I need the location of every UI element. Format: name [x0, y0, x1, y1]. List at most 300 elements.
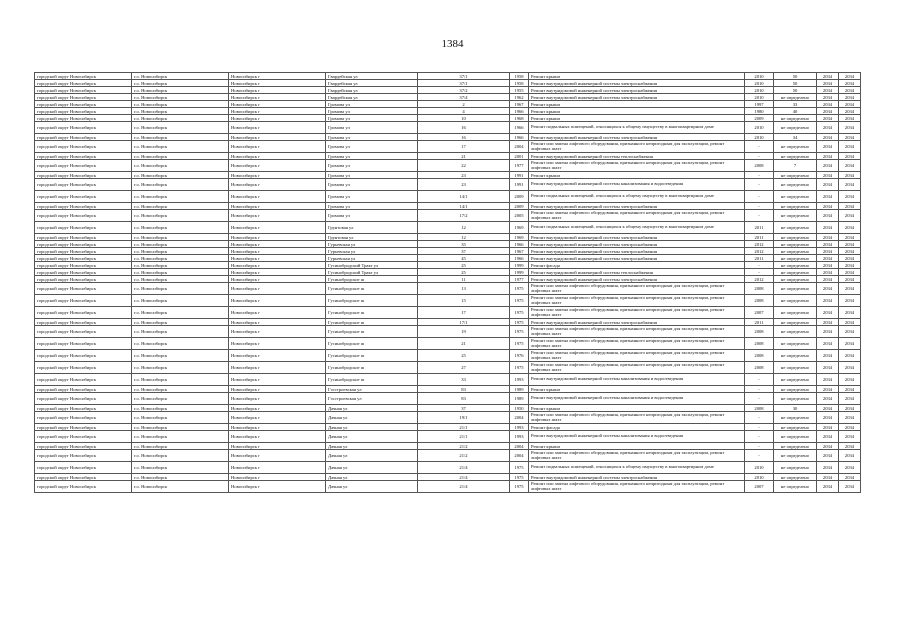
cell-plan-start: 2034	[817, 431, 839, 443]
cell-wear: не определено	[774, 295, 817, 307]
cell-street: Громова ул	[326, 172, 418, 179]
cell-year: 1966	[510, 255, 529, 262]
cell-plan-end: 2034	[839, 362, 861, 374]
cell-last-repair-year: -	[745, 424, 774, 431]
cell-house: 37	[418, 248, 510, 255]
cell-municipality: городской округ Новосибирск	[35, 295, 132, 307]
cell-wear: не определено	[774, 141, 817, 153]
cell-plan-end: 2034	[839, 248, 861, 255]
cell-city: Новосибирск г	[229, 374, 326, 386]
cell-last-repair-year: 2012	[745, 248, 774, 255]
cell-plan-start: 2034	[817, 295, 839, 307]
cell-municipality: городской округ Новосибирск	[35, 283, 132, 295]
cell-wear: не определено	[774, 276, 817, 283]
cell-district: г.о. Новосибирск	[132, 350, 229, 362]
cell-municipality: городской округ Новосибирск	[35, 262, 132, 269]
cell-street: Громова ул	[326, 191, 418, 203]
cell-city: Новосибирск г	[229, 424, 326, 431]
cell-street: Гусинобродское ш	[326, 283, 418, 295]
page-number: 1384	[441, 38, 464, 50]
cell-city: Новосибирск г	[229, 141, 326, 153]
cell-last-repair-year: -	[745, 393, 774, 405]
cell-district: г.о. Новосибирск	[132, 141, 229, 153]
cell-wear: не определено	[774, 393, 817, 405]
cell-city: Новосибирск г	[229, 431, 326, 443]
cell-year: 1955	[510, 87, 529, 94]
cell-municipality: городской округ Новосибирск	[35, 338, 132, 350]
table-row	[35, 307, 861, 319]
cell-plan-end: 2034	[839, 115, 861, 122]
table-row	[35, 450, 861, 462]
cell-district: г.о. Новосибирск	[132, 405, 229, 412]
cell-plan-end: 2034	[839, 141, 861, 153]
cell-work-type: Ремонт подвальных помещений, относящихся к общему имуществу в многоквартирном доме	[529, 122, 745, 134]
cell-plan-start: 2034	[817, 386, 839, 393]
cell-plan-end: 2034	[839, 134, 861, 141]
cell-city: Новосибирск г	[229, 134, 326, 141]
cell-street: Гурьевская ул	[326, 241, 418, 248]
cell-city: Новосибирск г	[229, 241, 326, 248]
cell-city: Новосибирск г	[229, 326, 326, 338]
cell-last-repair-year: 2009	[745, 115, 774, 122]
cell-last-repair-year: -	[745, 210, 774, 222]
cell-street: Дачная ул	[326, 412, 418, 424]
cell-year: 1975	[510, 462, 529, 474]
cell-plan-start: 2034	[817, 153, 839, 160]
cell-year: 1958	[510, 73, 529, 80]
table-row	[35, 374, 861, 386]
cell-municipality: городской округ Новосибирск	[35, 108, 132, 115]
cell-plan-start: 2034	[817, 191, 839, 203]
cell-district: г.о. Новосибирск	[132, 191, 229, 203]
cell-wear: не определено	[774, 412, 817, 424]
cell-wear: не определено	[774, 115, 817, 122]
cell-last-repair-year: 2010	[745, 87, 774, 94]
cell-plan-start: 2034	[817, 222, 839, 234]
cell-district: г.о. Новосибирск	[132, 295, 229, 307]
cell-house: 21/4	[418, 474, 510, 481]
cell-last-repair-year: -	[745, 153, 774, 160]
cell-street: Дачная ул	[326, 431, 418, 443]
cell-plan-start: 2034	[817, 350, 839, 362]
cell-house: 21	[418, 153, 510, 160]
cell-plan-start: 2034	[817, 362, 839, 374]
cell-last-repair-year: 2008	[745, 350, 774, 362]
cell-district: г.о. Новосибирск	[132, 222, 229, 234]
cell-house: 21/1	[418, 424, 510, 431]
table-row	[35, 122, 861, 134]
cell-wear: не определено	[774, 481, 817, 493]
cell-year: 2004	[510, 141, 529, 153]
cell-work-type: Ремонт или замена лифтового оборудования, признанного непригодным для эксплуатации, ремонт лифтовых шахт	[529, 338, 745, 350]
cell-year: 1989	[510, 393, 529, 405]
cell-municipality: городской округ Новосибирск	[35, 255, 132, 262]
table-row	[35, 160, 861, 172]
cell-municipality: городской округ Новосибирск	[35, 269, 132, 276]
cell-plan-start: 2034	[817, 134, 839, 141]
cell-plan-end: 2034	[839, 108, 861, 115]
cell-plan-start: 2034	[817, 269, 839, 276]
cell-year: 1975	[510, 474, 529, 481]
cell-house: 37/4	[418, 94, 510, 101]
cell-city: Новосибирск г	[229, 210, 326, 222]
cell-plan-start: 2034	[817, 203, 839, 210]
cell-plan-end: 2034	[839, 94, 861, 101]
cell-wear: 40	[774, 108, 817, 115]
cell-wear: не определено	[774, 234, 817, 241]
cell-year: 1958	[510, 80, 529, 87]
cell-city: Новосибирск г	[229, 222, 326, 234]
table-row	[35, 474, 861, 481]
cell-house: 37	[418, 405, 510, 412]
cell-wear: не определено	[774, 248, 817, 255]
cell-house: 21/4	[418, 462, 510, 474]
cell-house: 37/1	[418, 80, 510, 87]
cell-street: Громова ул	[326, 108, 418, 115]
cell-municipality: городской округ Новосибирск	[35, 122, 132, 134]
cell-municipality: городской округ Новосибирск	[35, 362, 132, 374]
cell-house: 17/2	[418, 210, 510, 222]
cell-plan-end: 2034	[839, 153, 861, 160]
cell-street: Дачная ул	[326, 450, 418, 462]
cell-house: 45	[418, 255, 510, 262]
cell-municipality: городской округ Новосибирск	[35, 210, 132, 222]
cell-city: Новосибирск г	[229, 94, 326, 101]
cell-city: Новосибирск г	[229, 87, 326, 94]
cell-house: 4	[418, 108, 510, 115]
cell-house: 35	[418, 241, 510, 248]
cell-plan-start: 2034	[817, 141, 839, 153]
cell-work-type: Ремонт подвальных помещений, относящихся к общему имуществу в многоквартирном доме	[529, 222, 745, 234]
cell-wear: не определено	[774, 374, 817, 386]
cell-work-type: Ремонт внутридомовой инженерной системы электроснабжения	[529, 134, 745, 141]
table-row	[35, 431, 861, 443]
cell-wear: 50	[774, 80, 817, 87]
cell-plan-start: 2034	[817, 241, 839, 248]
table-row	[35, 115, 861, 122]
cell-work-type: Ремонт внутридомовой инженерной системы канализования и водоотведения	[529, 179, 745, 191]
cell-district: г.о. Новосибирск	[132, 210, 229, 222]
cell-municipality: городской округ Новосибирск	[35, 203, 132, 210]
cell-wear: не определено	[774, 191, 817, 203]
cell-district: г.о. Новосибирск	[132, 283, 229, 295]
cell-street: Гусинобродское ш	[326, 307, 418, 319]
cell-street: Грунтовая ул	[326, 234, 418, 241]
cell-district: г.о. Новосибирск	[132, 431, 229, 443]
cell-municipality: городской округ Новосибирск	[35, 412, 132, 424]
cell-street: Гвардейская ул	[326, 94, 418, 101]
cell-municipality: городской округ Новосибирск	[35, 326, 132, 338]
cell-work-type: Ремонт крыши	[529, 115, 745, 122]
cell-street: Гусинобродское ш	[326, 350, 418, 362]
cell-city: Новосибирск г	[229, 172, 326, 179]
cell-year: 2005	[510, 210, 529, 222]
cell-work-type: Ремонт крыши	[529, 386, 745, 393]
cell-work-type: Ремонт фасада	[529, 424, 745, 431]
cell-municipality: городской округ Новосибирск	[35, 443, 132, 450]
cell-year: 1966	[510, 122, 529, 134]
cell-wear: не определено	[774, 450, 817, 462]
cell-house: 23	[418, 172, 510, 179]
cell-city: Новосибирск г	[229, 255, 326, 262]
cell-city: Новосибирск г	[229, 412, 326, 424]
cell-wear: не определено	[774, 210, 817, 222]
cell-street: Дачная ул	[326, 424, 418, 431]
cell-city: Новосибирск г	[229, 108, 326, 115]
cell-municipality: городской округ Новосибирск	[35, 248, 132, 255]
cell-municipality: городской округ Новосибирск	[35, 101, 132, 108]
cell-district: г.о. Новосибирск	[132, 462, 229, 474]
cell-street: Гусинобродский Тракт ул	[326, 269, 418, 276]
table-row	[35, 248, 861, 255]
cell-street: Громова ул	[326, 160, 418, 172]
cell-municipality: городской округ Новосибирск	[35, 160, 132, 172]
repair-register-table	[34, 72, 861, 493]
cell-street: Гэсстроевская ул	[326, 386, 418, 393]
cell-work-type: Ремонт крыши	[529, 73, 745, 80]
cell-house: 12	[418, 234, 510, 241]
cell-house: 27	[418, 362, 510, 374]
cell-house: 83	[418, 393, 510, 405]
cell-district: г.о. Новосибирск	[132, 319, 229, 326]
cell-work-type: Ремонт внутридомовой инженерной системы электроснабжения	[529, 234, 745, 241]
cell-last-repair-year: -	[745, 141, 774, 153]
cell-year: 1975	[510, 307, 529, 319]
cell-plan-end: 2034	[839, 424, 861, 431]
cell-plan-end: 2034	[839, 450, 861, 462]
cell-city: Новосибирск г	[229, 295, 326, 307]
cell-last-repair-year: 2010	[745, 474, 774, 481]
cell-year: 1975	[510, 319, 529, 326]
cell-plan-end: 2034	[839, 319, 861, 326]
cell-street: Гвардейская ул	[326, 73, 418, 80]
cell-year: 1967	[510, 101, 529, 108]
cell-house: 23	[418, 179, 510, 191]
table-row	[35, 108, 861, 115]
cell-year: 1993	[510, 431, 529, 443]
cell-last-repair-year: -	[745, 203, 774, 210]
cell-street: Дачная ул	[326, 405, 418, 412]
cell-wear: не определено	[774, 172, 817, 179]
cell-street: Гвардейская ул	[326, 80, 418, 87]
cell-wear: не определено	[774, 443, 817, 450]
cell-work-type: Ремонт или замена лифтового оборудования, признанного непригодным для эксплуатации, ремонт лифтовых шахт	[529, 160, 745, 172]
cell-district: г.о. Новосибирск	[132, 443, 229, 450]
cell-house: 25	[418, 350, 510, 362]
cell-plan-end: 2034	[839, 393, 861, 405]
cell-house: 19	[418, 326, 510, 338]
cell-municipality: городской округ Новосибирск	[35, 481, 132, 493]
cell-district: г.о. Новосибирск	[132, 255, 229, 262]
cell-wear: не определено	[774, 431, 817, 443]
cell-last-repair-year: -	[745, 386, 774, 393]
cell-year: 2009	[510, 191, 529, 203]
cell-house: 2	[418, 101, 510, 108]
cell-work-type: Ремонт или замена лифтового оборудования, признанного непригодным для эксплуатации, ремонт лифтовых шахт	[529, 141, 745, 153]
cell-street: Гусинобродское ш	[326, 362, 418, 374]
cell-city: Новосибирск г	[229, 362, 326, 374]
cell-last-repair-year: 2010	[745, 80, 774, 87]
cell-work-type: Ремонт внутридомовой инженерной системы электроснабжения	[529, 276, 745, 283]
cell-plan-start: 2034	[817, 101, 839, 108]
cell-year: 1966	[510, 134, 529, 141]
cell-plan-start: 2034	[817, 326, 839, 338]
cell-wear: не определено	[774, 179, 817, 191]
cell-year: 1977	[510, 276, 529, 283]
cell-last-repair-year: -	[745, 172, 774, 179]
cell-district: г.о. Новосибирск	[132, 101, 229, 108]
cell-work-type: Ремонт внутридомовой инженерной системы электроснабжения	[529, 80, 745, 87]
cell-district: г.о. Новосибирск	[132, 481, 229, 493]
cell-plan-end: 2034	[839, 338, 861, 350]
cell-house: 33	[418, 374, 510, 386]
cell-house: 13	[418, 283, 510, 295]
cell-street: Громова ул	[326, 203, 418, 210]
cell-work-type: Ремонт внутридомовой инженерной системы электроснабжения	[529, 241, 745, 248]
cell-last-repair-year: 1997	[745, 101, 774, 108]
cell-last-repair-year: -	[745, 262, 774, 269]
cell-municipality: городской округ Новосибирск	[35, 393, 132, 405]
cell-street: Гусинобродское ш	[326, 338, 418, 350]
cell-plan-end: 2034	[839, 172, 861, 179]
cell-year: 1968	[510, 115, 529, 122]
table-row	[35, 179, 861, 191]
cell-city: Новосибирск г	[229, 262, 326, 269]
cell-last-repair-year: -	[745, 374, 774, 386]
cell-district: г.о. Новосибирск	[132, 326, 229, 338]
cell-city: Новосибирск г	[229, 73, 326, 80]
cell-wear: 33	[774, 101, 817, 108]
cell-wear: не определено	[774, 307, 817, 319]
cell-municipality: городской округ Новосибирск	[35, 179, 132, 191]
cell-plan-start: 2034	[817, 276, 839, 283]
cell-district: г.о. Новосибирск	[132, 386, 229, 393]
cell-municipality: городской округ Новосибирск	[35, 431, 132, 443]
cell-work-type: Ремонт или замена лифтового оборудования, признанного непригодным для эксплуатации, ремонт лифтовых шахт	[529, 362, 745, 374]
cell-district: г.о. Новосибирск	[132, 73, 229, 80]
cell-city: Новосибирск г	[229, 179, 326, 191]
cell-work-type: Ремонт внутридомовой инженерной системы электроснабжения	[529, 319, 745, 326]
cell-municipality: городской округ Новосибирск	[35, 153, 132, 160]
cell-district: г.о. Новосибирск	[132, 374, 229, 386]
cell-year: 2009	[510, 203, 529, 210]
table-row	[35, 412, 861, 424]
cell-plan-end: 2034	[839, 276, 861, 283]
cell-city: Новосибирск г	[229, 307, 326, 319]
cell-municipality: городской округ Новосибирск	[35, 94, 132, 101]
cell-city: Новосибирск г	[229, 203, 326, 210]
cell-work-type: Ремонт внутридомовой инженерной системы канализования и водоотведения	[529, 431, 745, 443]
cell-municipality: городской округ Новосибирск	[35, 319, 132, 326]
table-row	[35, 326, 861, 338]
cell-year: 2004	[510, 443, 529, 450]
cell-work-type: Ремонт или замена лифтового оборудования, признанного непригодным для эксплуатации, ремонт лифтовых шахт	[529, 283, 745, 295]
cell-plan-end: 2034	[839, 350, 861, 362]
cell-plan-end: 2034	[839, 241, 861, 248]
cell-work-type: Ремонт или замена лифтового оборудования, признанного непригодным для эксплуатации, ремонт лифтовых шахт	[529, 481, 745, 493]
cell-city: Новосибирск г	[229, 115, 326, 122]
cell-last-repair-year: 2008	[745, 160, 774, 172]
cell-street: Громова ул	[326, 115, 418, 122]
cell-plan-end: 2034	[839, 295, 861, 307]
cell-wear: не определено	[774, 241, 817, 248]
cell-house: 11	[418, 276, 510, 283]
table-row	[35, 462, 861, 474]
cell-district: г.о. Новосибирск	[132, 172, 229, 179]
cell-year: 1991	[510, 179, 529, 191]
cell-street: Гусинобродское ш	[326, 276, 418, 283]
cell-street: Грунтовая ул	[326, 222, 418, 234]
cell-plan-end: 2034	[839, 255, 861, 262]
cell-district: г.о. Новосибирск	[132, 153, 229, 160]
cell-wear: не определено	[774, 262, 817, 269]
cell-wear: не определено	[774, 255, 817, 262]
cell-street: Гэсстроевская ул	[326, 393, 418, 405]
cell-year: 1975	[510, 362, 529, 374]
cell-city: Новосибирск г	[229, 248, 326, 255]
cell-work-type: Ремонт или замена лифтового оборудования, признанного непригодным для эксплуатации, ремонт лифтовых шахт	[529, 307, 745, 319]
cell-municipality: городской округ Новосибирск	[35, 405, 132, 412]
cell-year: 1993	[510, 424, 529, 431]
cell-plan-end: 2034	[839, 462, 861, 474]
cell-municipality: городской округ Новосибирск	[35, 307, 132, 319]
cell-year: 1969	[510, 222, 529, 234]
cell-work-type: Ремонт крыши	[529, 108, 745, 115]
cell-district: г.о. Новосибирск	[132, 234, 229, 241]
cell-plan-start: 2034	[817, 248, 839, 255]
cell-house: 14/1	[418, 203, 510, 210]
cell-year: 1975	[510, 481, 529, 493]
table-body	[35, 73, 861, 493]
cell-last-repair-year: 2010	[745, 73, 774, 80]
cell-house: 21	[418, 338, 510, 350]
cell-last-repair-year: 2010	[745, 462, 774, 474]
cell-plan-end: 2034	[839, 234, 861, 241]
cell-year: 2001	[510, 153, 529, 160]
cell-plan-end: 2034	[839, 73, 861, 80]
cell-plan-end: 2034	[839, 386, 861, 393]
cell-wear: не определено	[774, 319, 817, 326]
cell-work-type: Ремонт внутридомовой инженерной системы электроснабжения	[529, 255, 745, 262]
cell-year: 1993	[510, 374, 529, 386]
cell-street: Громова ул	[326, 141, 418, 153]
cell-house: 21/2	[418, 450, 510, 462]
table-row	[35, 255, 861, 262]
cell-last-repair-year: -	[745, 269, 774, 276]
cell-street: Громова ул	[326, 153, 418, 160]
cell-house: 14/1	[418, 191, 510, 203]
cell-municipality: городской округ Новосибирск	[35, 424, 132, 431]
cell-municipality: городской округ Новосибирск	[35, 241, 132, 248]
cell-work-type: Ремонт внутридомовой инженерной системы канализования и водоотведения	[529, 393, 745, 405]
cell-city: Новосибирск г	[229, 153, 326, 160]
cell-year: 1999	[510, 262, 529, 269]
cell-city: Новосибирск г	[229, 386, 326, 393]
cell-last-repair-year: 2010	[745, 122, 774, 134]
cell-city: Новосибирск г	[229, 276, 326, 283]
cell-house: 17	[418, 141, 510, 153]
cell-last-repair-year: -	[745, 431, 774, 443]
cell-last-repair-year: -	[745, 450, 774, 462]
cell-city: Новосибирск г	[229, 269, 326, 276]
cell-plan-end: 2034	[839, 80, 861, 87]
cell-last-repair-year: 2007	[745, 481, 774, 493]
cell-last-repair-year: 2008	[745, 405, 774, 412]
cell-year: 1950	[510, 405, 529, 412]
cell-plan-start: 2034	[817, 424, 839, 431]
cell-street: Гурьевская ул	[326, 255, 418, 262]
cell-district: г.о. Новосибирск	[132, 87, 229, 94]
